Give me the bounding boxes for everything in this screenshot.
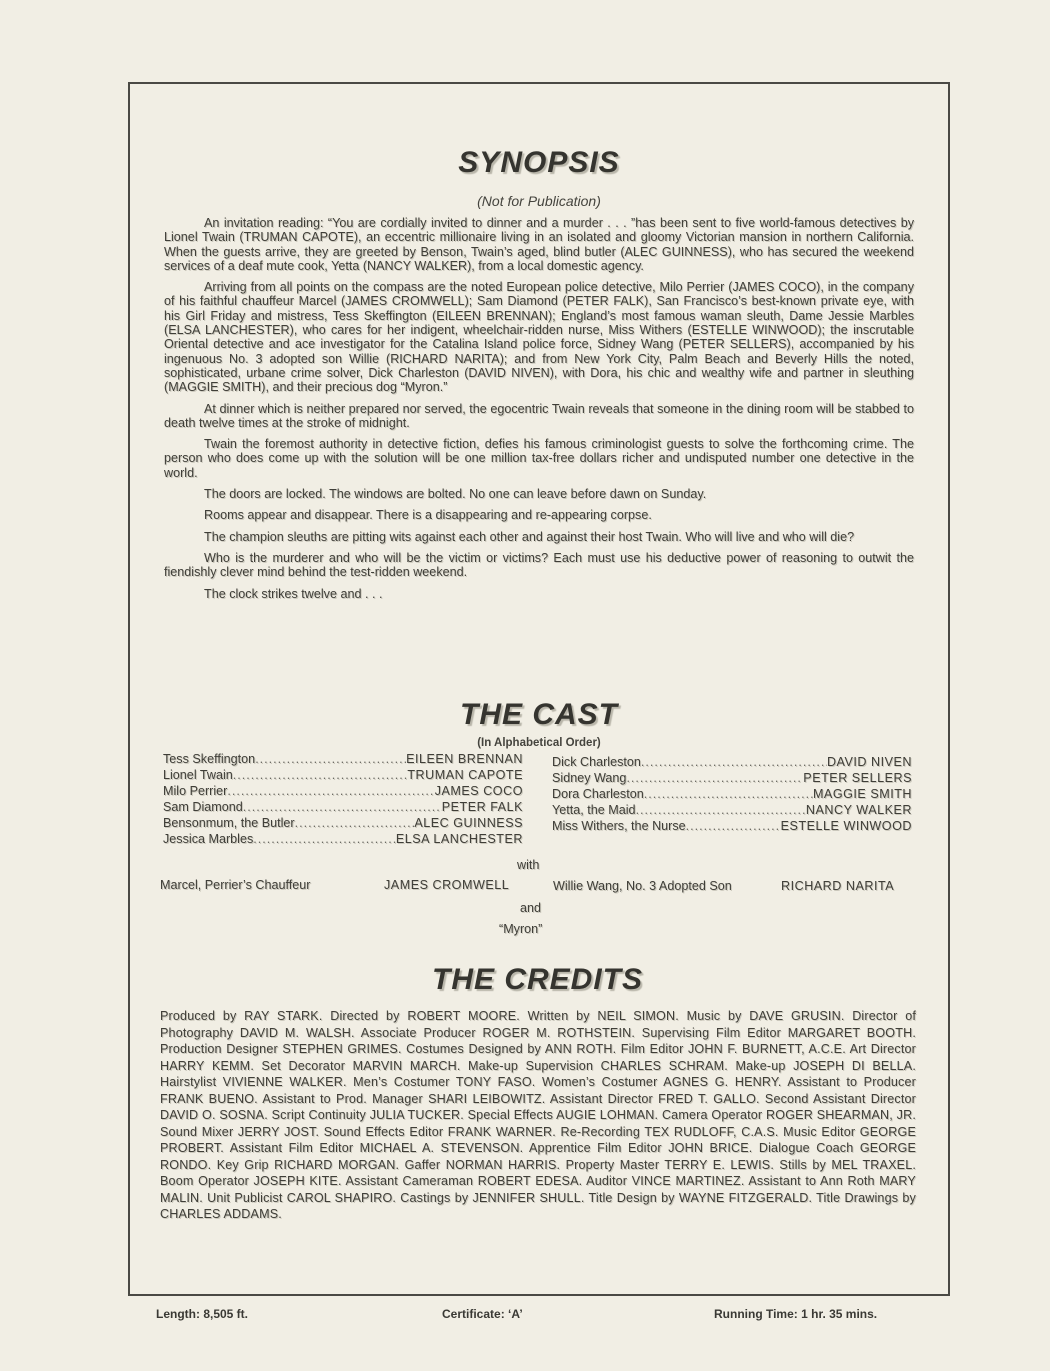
cast-heading: THE CAST — [460, 698, 618, 731]
cast-row — [163, 783, 523, 799]
credits-heading: THE CREDITS — [432, 963, 644, 996]
cast-with-label: with — [517, 858, 540, 872]
synopsis-paragraph: An invitation reading: “You are cordially invited to dinner and a murder . . . ”has been sent to five world-famous detectives by Lionel Twain (TRUMAN CAPOTE), an eccentric millionaire living in an isolated and gloomy Victorian mansion in northern California. When the guests arrive, they are greeted by Benson, Twain’s aged, blind butler (ALEC GUINNESS), who has secured the weekend services of a deaf mute cook, Yetta (NANCY WALKER), from a local domestic agency. — [164, 216, 914, 273]
cast-row — [552, 786, 912, 802]
synopsis-subtitle: (Not for Publication) — [477, 193, 601, 209]
cast-row — [552, 818, 912, 834]
cast-row — [163, 799, 523, 815]
cast-row — [163, 767, 523, 783]
cast-actor: EILEEN BRENNAN — [406, 752, 523, 766]
extra-cast-role-right: Willie Wang, No. 3 Adopted Son — [553, 879, 732, 893]
cast-actor: ELSA LANCHESTER — [395, 832, 523, 846]
cast-dog-name: “Myron” — [499, 922, 543, 936]
cast-actor: PETER SELLERS — [803, 771, 912, 785]
cast-role: Sam Diamond — [163, 800, 243, 814]
synopsis-paragraph: Who is the murderer and who will be the victim or victims? Each must use his deductive power of reasoning to outwit the fiendishly clever mind behind the test-ridden weekend. — [164, 550, 914, 580]
cast-role: Lionel Twain — [163, 768, 233, 782]
cast-actor: JAMES COCO — [434, 784, 523, 798]
leader-dots — [641, 754, 827, 770]
synopsis-paragraph: The doors are locked. The windows are bolted. No one can leave before dawn on Sunday. — [204, 487, 707, 502]
leader-dots — [626, 770, 803, 786]
leader-dots — [255, 751, 406, 767]
leader-dots — [233, 767, 408, 783]
cast-right-column — [552, 754, 912, 834]
synopsis-paragraph: Twain the foremost authority in detective fiction, defies his famous criminologist guests to solve the forthcoming crime. The person who does come up with the solution will be one million tax-free dollars richer and undisputed number one detective in the world. — [164, 437, 914, 480]
synopsis-paragraph: The clock strikes twelve and . . . — [204, 586, 383, 601]
credits-body: Produced by RAY STARK. Directed by ROBERT MOORE. Written by NEIL SIMON. Music by DAVE GRUSIN. Director of Photography DAVID M. WALSH. Associate Producer ROGER M. ROTHSTEIN. Supervising Film Editor MARGARET BOOTH. Production Designer STEPHEN GRIMES. Costumes Designed by ANN ROTH. Film Editor JOHN F. BURNETT, A.C.E. Art Director HARRY KEMM. Set Decorator MARVIN MARCH. Make-up Supervision CHARLES SCHRAM. Make-up JOSEPH DI BELLA. Hairstylist VIVIENNE WALKER. Men’s Costumer TONY FASO. Women’s Costumer AGNES G. HENRY. Assistant to Producer FRANK BUENO. Assistant to Prod. Manager SHARI LEIBOWITZ. Assistant Director FRED T. GALLO. Second Assistant Director DAVID O. SOSNA. Script Continuity JULIA TUCKER. Special Effects AUGIE LOHMAN. Camera Operator ROGER SHEARMAN, JR. Sound Mixer JERRY JOST. Sound Effects Editor FRANK WARNER. Re-Recording TEX RUDLOFF, C.A.S. Music Editor GEORGE PROBERT. Assistant Film Editor MICHAEL A. STEVENSON. Apprentice Film Editor JOHN BRICE. Dialogue Coach GEORGE RONDO. Key Grip RICHARD MORGAN. Gaffer NORMAN HARRIS. Property Master TERRY E. LEWIS. Stills by MEL TRAXEL. Boom Operator JOSEPH KITE. Assistant Cameraman ROBERT EDESA. Auditor VINCE MARTINEZ. Assistant to Ann Roth MARY MALIN. Unit Publicist CAROL SHAPIRO. Castings by JENNIFER SHULL. Title Design by WAYNE FITZGERALD. Title Drawings by CHARLES ADDAMS. — [160, 1009, 916, 1221]
leader-dots — [644, 786, 813, 802]
cast-actor: PETER FALK — [441, 800, 523, 814]
cast-actor: DAVID NIVEN — [826, 755, 912, 769]
extra-cast-actor-left: JAMES CROMWELL — [384, 878, 510, 892]
cast-actor: NANCY WALKER — [805, 803, 912, 817]
leader-dots — [636, 802, 806, 818]
cast-row — [552, 802, 912, 818]
extra-cast-role-left: Marcel, Perrier’s Chauffeur — [160, 878, 311, 892]
cast-actor: MAGGIE SMITH — [812, 787, 912, 801]
synopsis-heading: SYNOPSIS — [458, 146, 620, 179]
synopsis-paragraph: The champion sleuths are pitting wits against each other and against their host Twain. Who will live and who will die? — [204, 529, 855, 544]
synopsis-body — [164, 216, 914, 608]
leader-dots — [243, 799, 442, 815]
footer-length: Length: 8,505 ft. — [156, 1307, 249, 1321]
cast-actor: ALEC GUINNESS — [414, 816, 523, 830]
cast-role: Bensonmum, the Butler — [163, 816, 295, 830]
cast-row — [163, 815, 523, 831]
cast-left-column — [163, 751, 523, 847]
cast-role: Dick Charleston — [552, 755, 641, 769]
leader-dots — [686, 818, 781, 834]
synopsis-paragraph: At dinner which is neither prepared nor served, the egocentric Twain reveals that someone in the dining room will be stabbed to death twelve times at the stroke of midnight. — [164, 401, 914, 430]
leader-dots — [227, 783, 434, 799]
leader-dots — [253, 831, 396, 847]
cast-subtitle: (In Alphabetical Order) — [477, 737, 601, 749]
cast-actor: ESTELLE WINWOOD — [780, 819, 912, 833]
cast-row — [552, 770, 912, 786]
cast-role: Milo Perrier — [163, 784, 228, 798]
cast-actor: TRUMAN CAPOTE — [407, 768, 523, 782]
cast-role: Yetta, the Maid — [552, 803, 636, 817]
footer-running-time: Running Time: 1 hr. 35 mins. — [714, 1307, 878, 1321]
extra-cast-actor-right: RICHARD NARITA — [781, 879, 895, 893]
cast-row — [552, 754, 912, 770]
cast-row — [163, 831, 523, 847]
cast-role: Tess Skeffington — [163, 752, 256, 766]
synopsis-paragraph: Arriving from all points on the compass are the noted European police detective, Milo Perrier (JAMES COCO), in the company of his faithful chauffeur Marcel (JAMES CROMWELL); Sam Diamond (PETER FALK), San Francisco’s best-known private eye, with his Girl Friday and mistress, Tess Skeffington (EILEEN BRENNAN); England’s most famous waman sleuth, Dame Jessie Marbles (ELSA LANCHESTER), who cares for her indigent, wheelchair-ridden nurse, Miss Withers (ESTELLE WINWOOD); the inscrutable Oriental detective and ace investigator for the Catalina Island police force, Sidney Wang (PETER SELLERS), accompanied by his ingenuous No. 3 adopted son Willie (RICHARD NARITA); and from New York City, Palm Beach and Beverly Hills the noted, sophisticated, urbane crime solver, Dick Charleston (DAVID NIVEN), with Dora, his chic and wealthy wife and partner in sleuthing (MAGGIE SMITH), and their precious dog “Myron.” — [164, 280, 914, 395]
synopsis-paragraph: Rooms appear and disappear. There is a disappearing and re-appearing corpse. — [204, 508, 652, 523]
cast-row — [163, 751, 523, 767]
leader-dots — [295, 815, 415, 831]
cast-and-label: and — [520, 901, 542, 915]
cast-role: Sidney Wang — [552, 771, 627, 785]
cast-role: Dora Charleston — [552, 787, 644, 801]
footer-certificate: Certificate: ‘A’ — [442, 1307, 523, 1321]
cast-role: Miss Withers, the Nurse — [552, 819, 686, 833]
cast-role: Jessica Marbles — [163, 832, 254, 846]
